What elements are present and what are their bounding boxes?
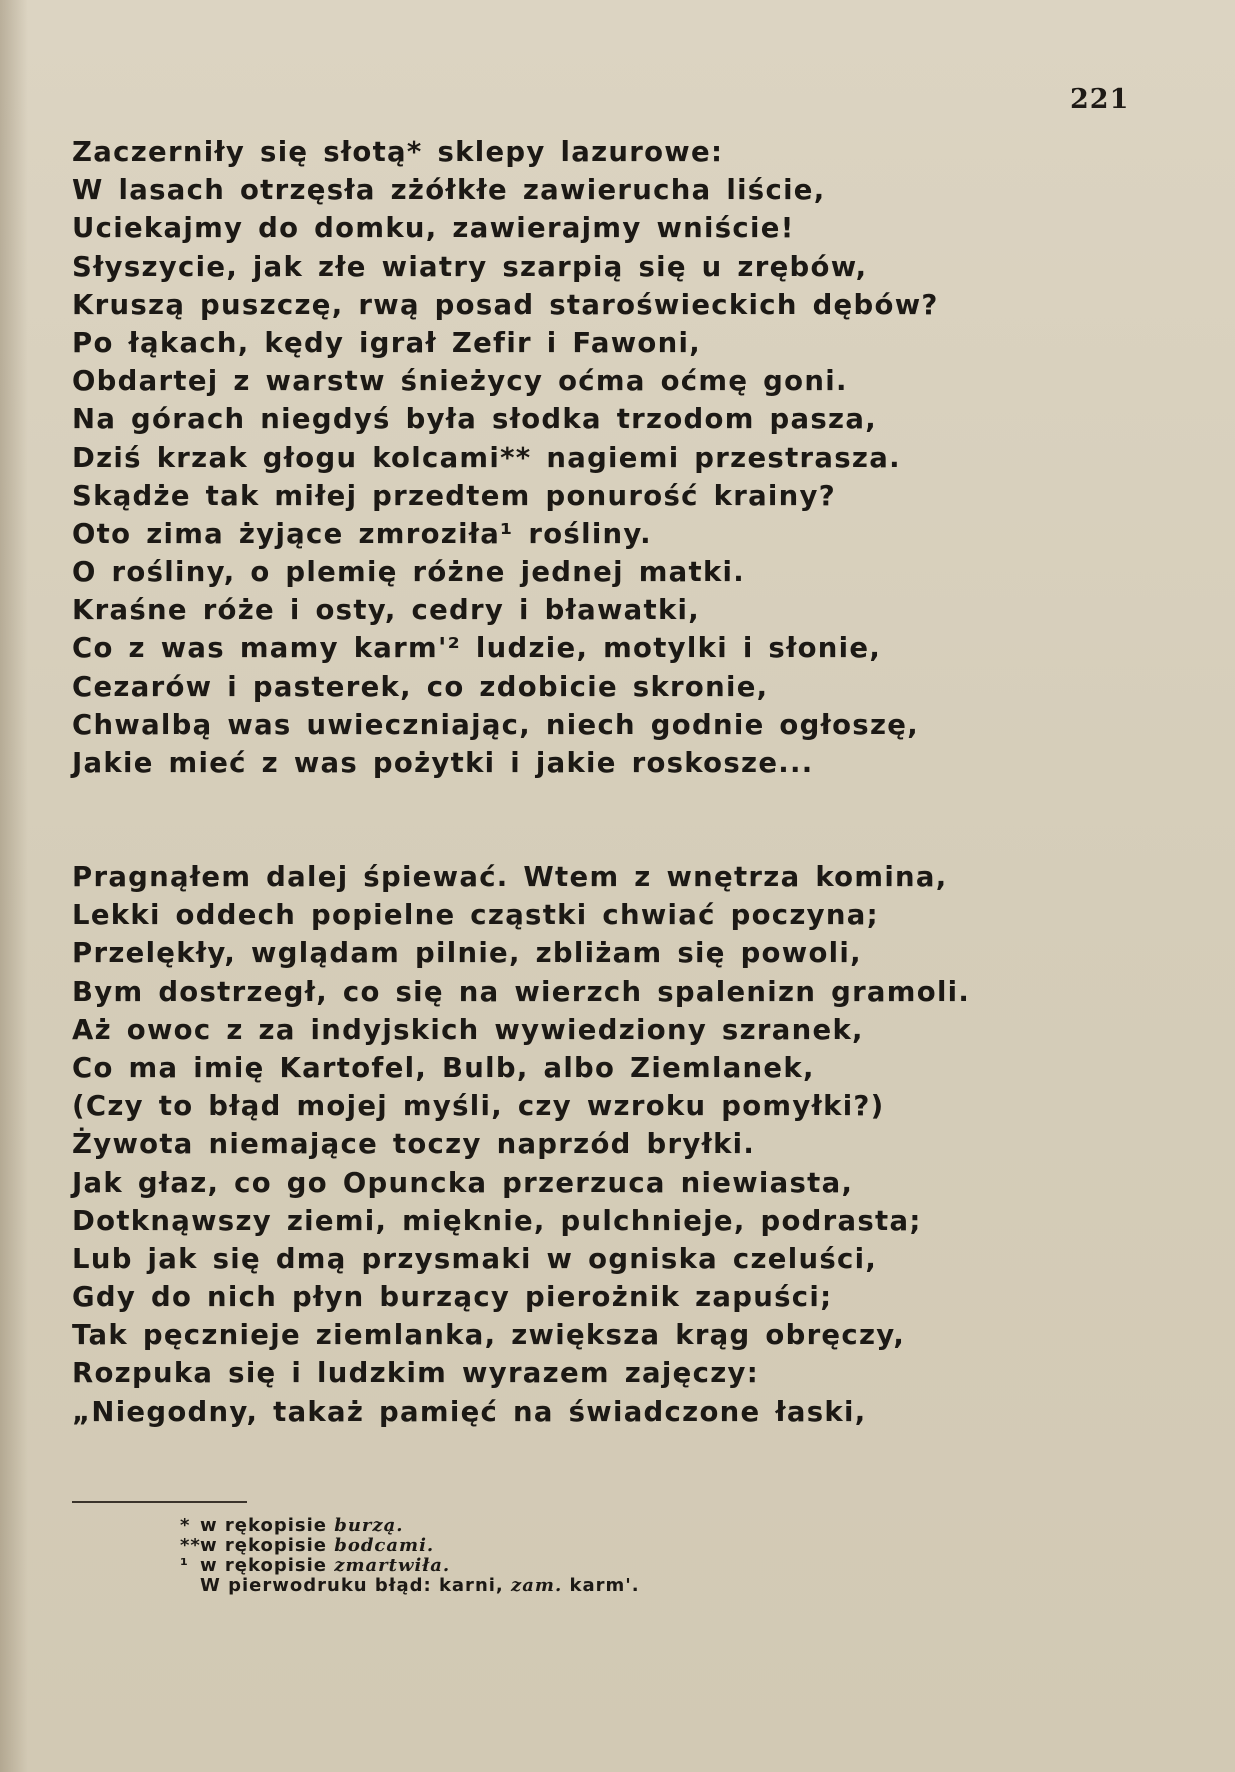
- verse-line: Przelękły, wglądam pilnie, zbliżam się powoli,: [72, 937, 862, 970]
- footnote-text: W pierwodruku błąd: karni,: [200, 1575, 512, 1596]
- verse-line: Słyszycie, jak złe wiatry szarpią się u zrębów,: [72, 250, 868, 283]
- footnote: [180, 1516, 640, 1536]
- footnote: [180, 1556, 640, 1576]
- stanza-1: [72, 133, 939, 782]
- footnotes: [180, 1516, 640, 1596]
- footnote-italic-text: bodcami.: [334, 1535, 435, 1556]
- footnote-text: w rękopisie: [200, 1555, 335, 1576]
- footnote-mark: **: [180, 1535, 201, 1556]
- footnote-italic-text: zmartwiła.: [334, 1555, 451, 1576]
- footnote-italic-text: burzą.: [334, 1515, 404, 1536]
- verse-line: Co z was mamy karm'² ludzie, motylki i słonie,: [72, 632, 882, 665]
- verse-line: „Niegodny, takaż pamięć na świadczone łaski,: [72, 1395, 867, 1428]
- verse-line: (Czy to błąd mojej myśli, czy wzroku pomyłki?): [72, 1090, 885, 1123]
- footnote: [180, 1576, 640, 1596]
- page-number: 221: [1070, 84, 1130, 115]
- verse-line: Jak głaz, co go Opuncka przerzuca niewiasta,: [72, 1166, 854, 1199]
- verse-line: Gdy do nich płyn burzący pierożnik zapuści;: [72, 1281, 833, 1314]
- verse-line: Lub jak się dmą przysmaki w ogniska czeluści,: [72, 1242, 878, 1275]
- verse-line: Chwalbą was uwieczniając, niech godnie ogłoszę,: [72, 708, 919, 741]
- verse-line: Lekki oddech popielne cząstki chwiać poczyna;: [72, 899, 879, 932]
- verse-line: Pragnąłem dalej śpiewać. Wtem z wnętrza komina,: [72, 861, 948, 893]
- verse-line: Jakie mieć z was pożytki i jakie roskosze...: [72, 747, 814, 779]
- verse-line: Obdartej z warstw śnieżycy oćma oćmę goni.: [72, 365, 848, 398]
- footnote-suffix: karm'.: [562, 1575, 640, 1596]
- footnote-divider: [72, 1501, 247, 1503]
- verse-line: Tak pęcznieje ziemlanka, zwiększa krąg obręczy,: [72, 1319, 906, 1352]
- verse-line: W lasach otrzęsła zżółkłe zawierucha liście,: [72, 174, 826, 207]
- verse-line: Po łąkach, kędy igrał Zefir i Fawoni,: [72, 326, 701, 359]
- verse-line: Co ma imię Kartofel, Bulb, albo Ziemlanek,: [72, 1051, 815, 1084]
- verse-line: Rozpuka się i ludzkim wyrazem zajęczy:: [72, 1357, 760, 1390]
- verse-line: Cezarów i pasterek, co zdobicie skronie,: [72, 670, 769, 703]
- verse-line: Dziś krzak głogu kolcami** nagiemi przestrasza.: [72, 441, 901, 474]
- verse-line: Skądże tak miłej przedtem ponurość krainy?: [72, 479, 837, 512]
- verse-line: Aż owoc z za indyjskich wywiedziony szranek,: [72, 1013, 864, 1046]
- footnote-text: w rękopisie: [200, 1535, 335, 1556]
- verse-line: O rośliny, o plemię różne jednej matki.: [72, 556, 746, 589]
- verse-line: Uciekajmy do domku, zawierajmy wniście!: [72, 212, 795, 245]
- verse-line: Dotknąwszy ziemi, mięknie, pulchnieje, podrasta;: [72, 1204, 922, 1237]
- footnote-italic-text: zam.: [511, 1575, 563, 1596]
- verse-line: Bym dostrzegł, co się na wierzch spalenizn gramoli.: [72, 975, 971, 1008]
- footnote-mark: ¹: [180, 1555, 189, 1576]
- footnote-text: w rękopisie: [200, 1515, 335, 1536]
- verse-line: Oto zima żyjące zmroziła¹ rośliny.: [72, 517, 652, 550]
- footnote-mark: *: [180, 1515, 191, 1536]
- footnote: [180, 1536, 640, 1556]
- verse-line: Na górach niegdyś była słodka trzodom pasza,: [72, 403, 877, 436]
- verse-line: Zaczerniły się słotą* sklepy lazurowe:: [72, 136, 724, 168]
- stanza-2: [72, 858, 970, 1431]
- verse-line: Żywota niemające toczy naprzód bryłki.: [72, 1128, 756, 1161]
- verse-line: Kraśne róże i osty, cedry i bławatki,: [72, 594, 701, 627]
- verse-line: Kruszą puszczę, rwą posad staroświeckich dębów?: [72, 288, 939, 321]
